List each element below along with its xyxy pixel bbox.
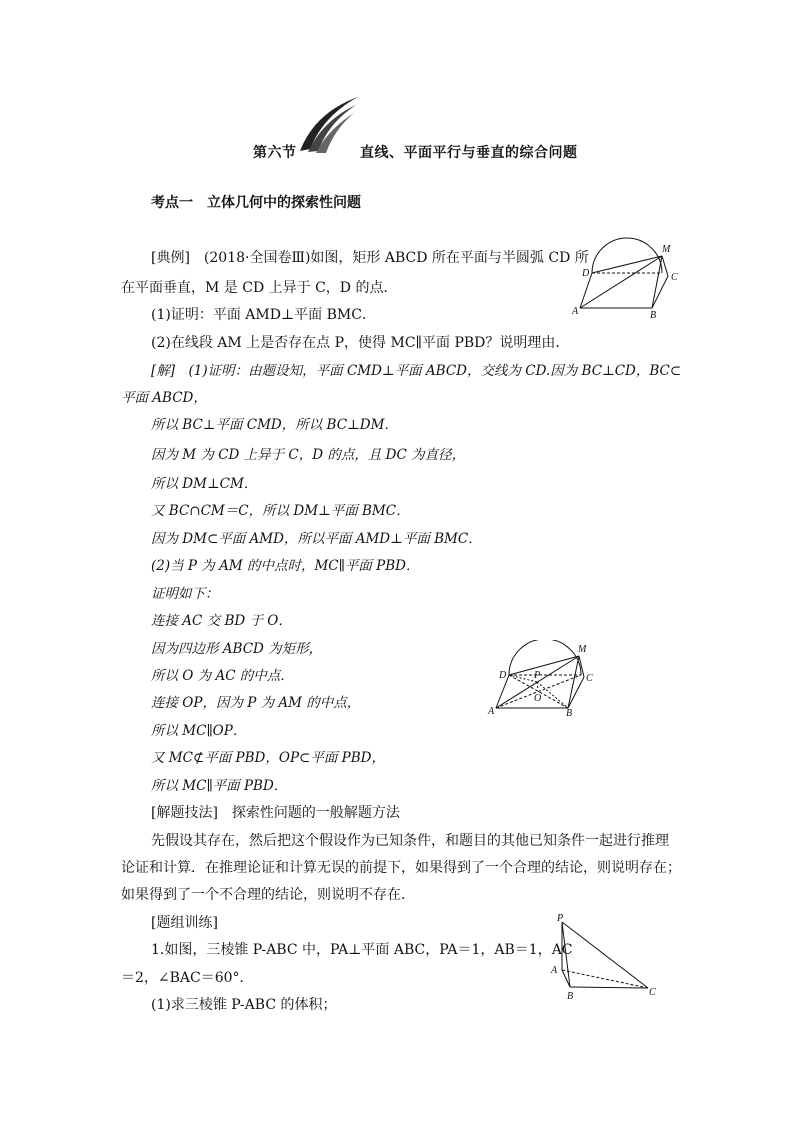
page-title: 直线、平面平行与垂直的综合问题 [360,145,578,161]
fig3-label-p: P [557,913,564,924]
fig2-label-p: P [534,670,541,681]
example-line-2: 在平面垂直，M 是 CD 上异于 C，D 的点． [121,280,398,296]
example-question-1: (1)证明：平面 AMD⊥平面 BMC． [151,307,376,323]
fig1-label-b: B [650,310,657,320]
method-para-3: 如果得到了一个不合理的结论，则说明不存在． [121,887,415,903]
solution-line-16: 所以 MC∥平面 PBD． [151,778,288,794]
practice-line-1: 1.如图，三棱锥 P-ABC 中，PA⊥平面 ABC，PA＝1，AB＝1，AC [151,942,573,958]
solution-line-8: (2)当 P 为 AM 的中点时，MC∥平面 PBD． [151,558,420,574]
method-para-1: 先假设其存在，然后把这个假设作为已知条件，和题目的其他已知条件一起进行推理 [151,833,669,849]
swoosh-logo [296,95,362,155]
fig1-label-a: A [572,306,579,317]
solution-line-2: 平面 ABCD， [121,390,207,406]
fig2-label-m: M [578,644,587,655]
figure-3 [548,913,663,1003]
example-question-2: (2)在线段 AM 上是否存在点 P，使得 MC∥平面 PBD？说明理由． [151,335,570,351]
solution-line-15: 又 MC⊄平面 PBD，OP⊂平面 PBD， [151,750,385,766]
fig1-label-d: D [582,268,590,279]
section-label: 第六节 [253,145,297,161]
solution-line-13: 连接 OP，因为 P 为 AM 的中点， [151,695,361,711]
fig2-label-b: B [566,708,573,719]
method-para-2: 论证和计算．在推理论证和计算无误的前提下，如果得到了一个合理的结论，则说明存在； [121,860,681,876]
practice-line-2: ＝2，∠BAC＝60°． [121,970,254,986]
fig2-label-c: C [586,673,593,684]
solution-line-3: 所以 BC⊥平面 CMD，所以 BC⊥DM． [151,417,398,433]
solution-line-1: [解] (1)证明：由题设知，平面 CMD⊥平面 ABCD，交线为 CD.因为 BC⊥CD，BC⊂ [151,363,682,379]
solution-line-9: 证明如下： [151,586,219,602]
method-title: [解题技法] 探索性问题的一般解题方法 [151,805,400,821]
solution-line-14: 所以 MC∥OP． [151,723,247,739]
solution-line-12: 所以 O 为 AC 的中点． [151,668,294,684]
practice-line-3: (1)求三棱锥 P-ABC 的体积； [151,997,337,1013]
solution-line-6: 又 BC∩CM＝C，所以 DM⊥平面 BMC． [151,503,410,519]
figure-1 [570,236,685,320]
example-line-1: [典例] (2018·全国卷Ⅲ)如图，矩形 ABCD 所在平面与半圆弧 CD 所 [151,250,589,266]
solution-line-4: 因为 M 为 CD 上异于 C，D 的点，且 DC 为直径， [151,447,466,463]
fig3-label-b: B [567,991,574,1002]
fig3-label-a: A [551,965,558,976]
solution-line-11: 因为四边形 ABCD 为矩形， [151,641,323,657]
figure-2 [484,640,599,720]
solution-line-5: 所以 DM⊥CM． [151,476,258,492]
fig2-label-a: A [488,706,495,717]
practice-title: [题组训练] [151,915,218,931]
solution-line-7: 因为 DM⊂平面 AMD，所以平面 AMD⊥平面 BMC． [151,531,482,547]
kaodian-heading: 考点一 立体几何中的探索性问题 [151,195,361,211]
fig3-label-c: C [649,987,656,998]
fig1-label-c: C [671,272,678,283]
fig2-label-o: O [534,693,542,704]
solution-line-10: 连接 AC 交 BD 于 O． [151,613,292,629]
fig2-label-d: D [499,670,507,681]
fig1-label-m: M [662,244,671,255]
